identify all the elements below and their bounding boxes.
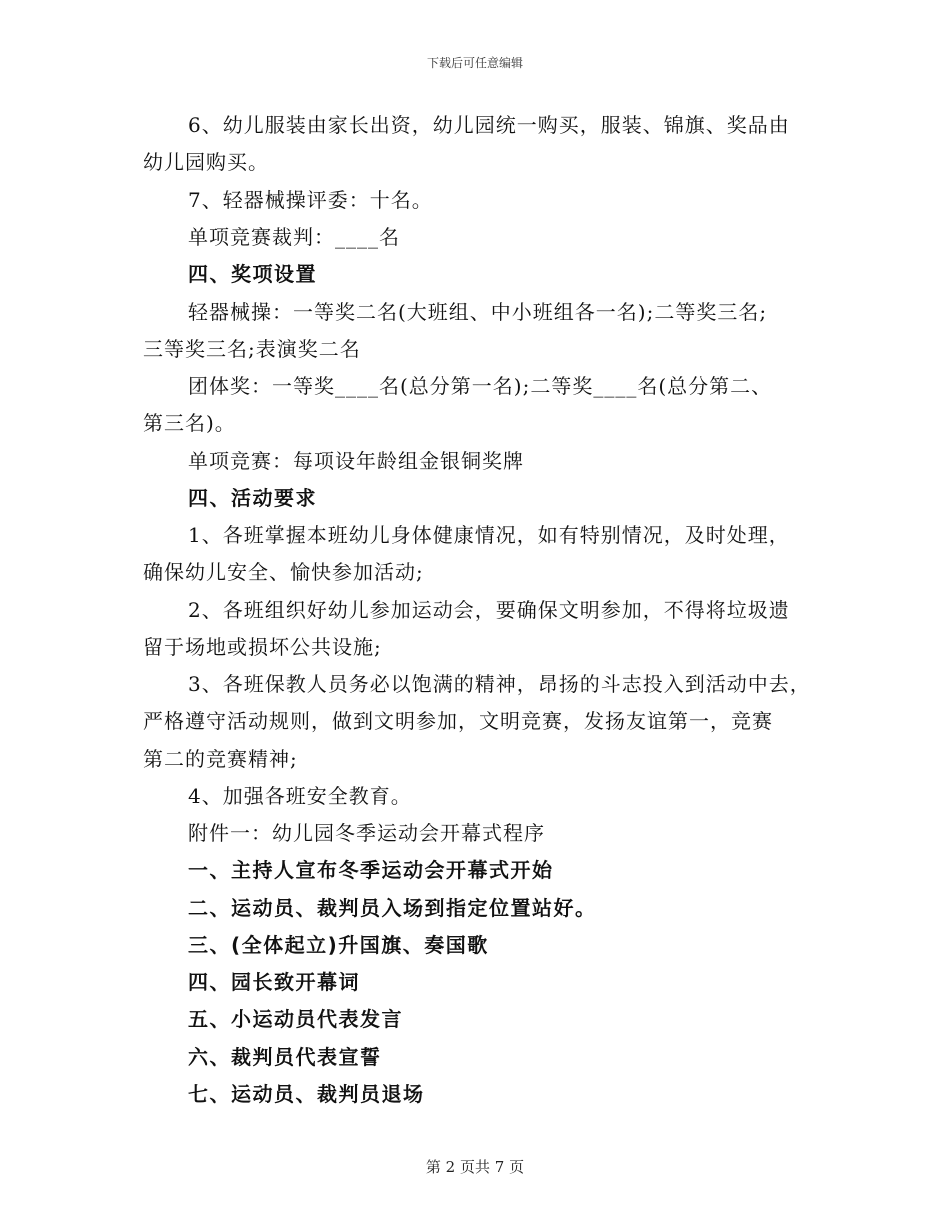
- paragraph-line: 第二的竞赛精神;: [143, 747, 298, 771]
- paragraph-line: 第三名)。: [143, 411, 236, 435]
- section-heading: 六、裁判员代表宣誓: [188, 1045, 382, 1069]
- paragraph-line: 4、加强各班安全教育。: [188, 784, 412, 808]
- paragraph-line: 留于场地或损坏公共设施;: [143, 635, 382, 659]
- paragraph-line: 1、各班掌握本班幼儿身体健康情况，如有特别情况，及时处理，: [188, 523, 790, 547]
- section-heading: 五、小运动员代表发言: [188, 1007, 403, 1031]
- paragraph-line: 7、轻器械操评委：十名。: [188, 188, 433, 212]
- page-header: 下载后可任意编辑: [426, 56, 523, 70]
- section-heading: 三、(全体起立)升国旗、奏国歌: [188, 933, 489, 957]
- paragraph-line: 严格遵守活动规则，做到文明参加，文明竞赛，发扬友谊第一，竞赛: [143, 709, 773, 733]
- paragraph-line: 确保幼儿安全、愉快参加活动;: [143, 560, 424, 584]
- paragraph-line: 6、幼儿服装由家长出资，幼儿园统一购买，服装、锦旗、奖品由: [188, 113, 790, 137]
- paragraph-line: 三等奖三名;表演奖二名: [143, 337, 361, 361]
- paragraph-line: 轻器械操：一等奖二名(大班组、中小班组各一名);二等奖三名;: [188, 300, 768, 324]
- section-heading: 四、园长致开幕词: [188, 970, 360, 994]
- paragraph-line: 幼儿园购买。: [143, 150, 269, 174]
- section-heading: 一、主持人宣布冬季运动会开幕式开始: [188, 858, 554, 882]
- paragraph-line: 附件一：幼儿园冬季运动会开幕式程序: [188, 821, 545, 845]
- paragraph-line: 单项竞赛裁判：____名: [188, 225, 400, 249]
- paragraph-line: 3、各班保教人员务必以饱满的精神，昂扬的斗志投入到活动中去，: [188, 672, 811, 696]
- section-heading: 二、运动员、裁判员入场到指定位置站好。: [188, 896, 597, 920]
- paragraph-line: 2、各班组织好幼儿参加运动会，要确保文明参加，不得将垃圾遗: [188, 598, 790, 622]
- section-heading: 七、运动员、裁判员退场: [188, 1082, 425, 1106]
- section-heading: 四、奖项设置: [188, 262, 317, 286]
- page-footer: 第 2 页共 7 页: [425, 1158, 525, 1176]
- section-heading: 四、活动要求: [188, 486, 317, 510]
- paragraph-line: 团体奖：一等奖____名(总分第一名);二等奖____名(总分第二、: [188, 374, 773, 398]
- paragraph-line: 单项竞赛：每项设年龄组金银铜奖牌: [188, 449, 524, 473]
